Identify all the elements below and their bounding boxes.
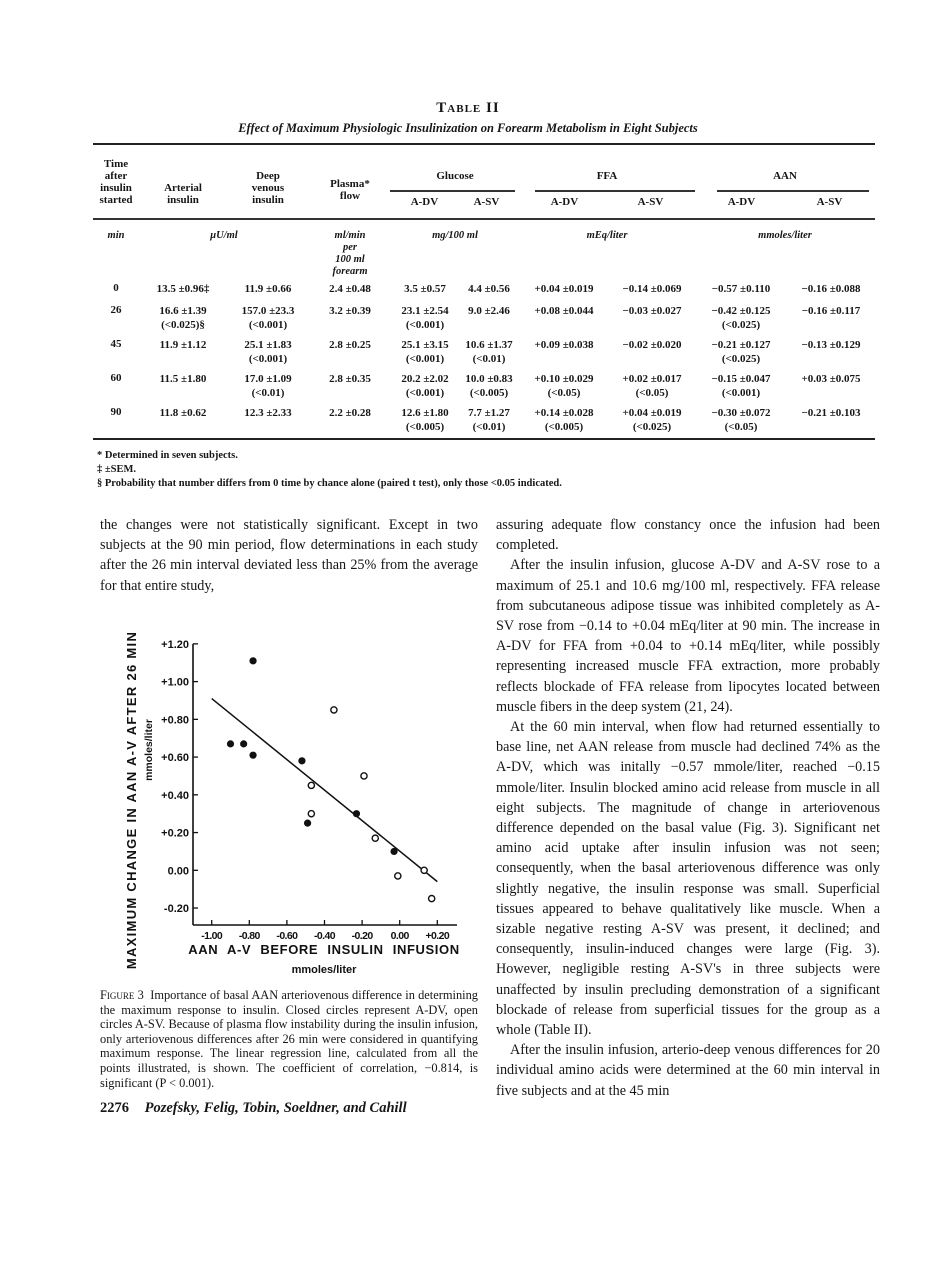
cell-a_asv <box>787 406 875 440</box>
p-value: (<0.001) <box>405 319 445 331</box>
cell-a_asv <box>787 282 875 304</box>
cell-f_adv <box>519 406 609 440</box>
cell-art <box>139 338 227 372</box>
open-circle-point-asv <box>395 873 401 879</box>
p-value: (<0.005) <box>544 421 584 433</box>
cell-flow: 2.4 ±0.48 <box>329 283 371 295</box>
figure-caption-text: Importance of basal AAN arteriovenous difference in determining the maximum response to insulin. Closed circles represent A-DV, open circles A-SV. Because of plasma flow instability during the insulin infusion, only arteriovenous differences after 26 min were considered in quantifying maximum response. The linear regression line, calculated from all the points illustrated, is shown. The coefficient of correlation, −0.814, is significant (P < 0.001). <box>100 988 478 1090</box>
mean-sem: 9.0 ±2.46 <box>468 305 510 317</box>
open-circle-point-asv <box>331 707 337 713</box>
cell-f_adv <box>519 304 609 338</box>
mean-sem: 16.6 ±1.39 <box>159 305 207 317</box>
x-axis-title: AAN A-V BEFORE INSULIN INFUSION <box>188 942 460 957</box>
cell-time: 45 <box>110 338 122 350</box>
closed-circle-point-adv <box>249 657 256 664</box>
cell-a_asv <box>787 304 875 338</box>
mean-sem: +0.04 ±0.019 <box>622 407 682 419</box>
mean-sem: −0.16 ±0.088 <box>801 283 861 295</box>
mean-sem: 7.7 ±1.27 <box>468 407 510 419</box>
cell-art <box>139 406 227 440</box>
p-value: (<0.001) <box>248 319 288 331</box>
cell-time: 90 <box>110 406 122 418</box>
closed-circle-point-adv <box>298 757 305 764</box>
x-tick-label: +0.20 <box>425 930 450 942</box>
p-value: (<0.05) <box>635 387 669 399</box>
mean-sem: −0.15 ±0.047 <box>711 373 771 385</box>
mean-sem: 11.8 ±0.62 <box>159 407 207 419</box>
p-value: (<0.001) <box>248 353 288 365</box>
mean-sem: 20.2 ±2.02 <box>401 373 449 385</box>
mean-sem: 11.9 ±1.12 <box>159 339 207 351</box>
cell-art <box>139 304 227 338</box>
y-axis-unit: mmoles/liter <box>143 719 155 781</box>
p-value: (<0.05) <box>547 387 581 399</box>
y-tick-label: +0.60 <box>161 752 189 765</box>
header-aan: AAN A-DV A-SV <box>727 170 843 208</box>
x-tick-label: -0.20 <box>351 930 373 942</box>
cell-deep <box>227 304 309 338</box>
footnote-2: ‡ ±SEM. <box>97 464 137 475</box>
p-value: (<0.05) <box>724 421 758 433</box>
open-circle-point-asv <box>361 773 367 779</box>
figure-label: Figure 3 <box>100 988 144 1002</box>
mean-sem: +0.14 ±0.028 <box>534 407 594 419</box>
paragraph: assuring adequate flow constancy once the infusion had been completed. <box>496 517 880 554</box>
page-footer <box>100 1100 407 1117</box>
footnote-3: § Probability that number differs from 0 time by chance alone (paired t test), only those <0.05 indicated. <box>97 478 562 489</box>
table-row <box>93 338 875 372</box>
header-ffa: FFA A-DV A-SV <box>550 170 664 208</box>
cell-g_asv <box>459 304 519 338</box>
cell-g_asv <box>459 282 519 304</box>
mean-sem: +0.04 ±0.019 <box>534 283 594 295</box>
mean-sem: +0.10 ±0.029 <box>534 373 594 385</box>
header-arterial: Arterial insulin <box>164 182 202 206</box>
left-column-text <box>100 515 478 596</box>
cell-g_adv <box>391 304 459 338</box>
cell-deep <box>227 406 309 440</box>
cell-g_adv <box>391 406 459 440</box>
header-plasma: Plasma* flow <box>330 178 370 202</box>
mean-sem: −0.42 ±0.125 <box>711 305 771 317</box>
right-column-text <box>496 515 880 1101</box>
p-value: (<0.025) <box>721 319 761 331</box>
cell-f_asv <box>609 282 695 304</box>
mean-sem: 25.1 ±1.83 <box>244 339 292 351</box>
cell-g_adv <box>391 282 459 304</box>
cell-f_asv <box>609 304 695 338</box>
closed-circle-point-adv <box>227 740 234 747</box>
p-value: (<0.025)§ <box>161 319 205 331</box>
table-row <box>93 406 875 440</box>
paragraph: At the 60 min interval, when flow had returned essentially to base line, net AAN release from muscle had declined 74% as the A-DV, which was initally −0.57 mmole/liter, reached −0.15 mmole/liter. Insulin blocked amino acid release from muscle in all eight subjects. The magnitude of change in arteriovenous difference depended on the basal value (Fig. 3). Significant net amino acid uptake after insulin infusion was not seen; consequently, when the basal arteriovenous difference was only slightly negative, the insulin response was small. Superficial tissues appeared to behave qualitatively like muscle. When a sizable negative resting A-SV was present, it declined; and consequently, insulin-induced changes were large (Fig. 3). However, negligible resting A-SV's in three subjects were unaffected by insulin precluding demonstration of a significant blockade of release from superficial tissues for the group as a whole (Table II). <box>496 719 880 1039</box>
table-top-rule <box>93 143 875 145</box>
cell-f_adv <box>519 338 609 372</box>
mean-sem: 11.5 ±1.80 <box>159 373 207 385</box>
mean-sem: 23.1 ±2.54 <box>401 305 449 317</box>
mean-sem: 11.9 ±0.66 <box>244 283 292 295</box>
p-value: (<0.01) <box>251 387 285 399</box>
mean-sem: −0.16 ±0.117 <box>801 305 861 317</box>
mean-sem: −0.30 ±0.072 <box>711 407 771 419</box>
unit-time: min <box>107 230 125 241</box>
table-row <box>93 372 875 406</box>
cell-flow: 3.2 ±0.39 <box>329 305 371 317</box>
y-tick-label: 0.00 <box>167 865 189 878</box>
y-axis-title: MAXIMUM CHANGE IN AAN A-V AFTER 26 MIN <box>124 630 139 970</box>
units-row <box>93 220 875 282</box>
mean-sem: 12.3 ±2.33 <box>244 407 292 419</box>
mean-sem: 4.4 ±0.56 <box>468 283 510 295</box>
x-tick-label: -0.80 <box>238 930 260 942</box>
paragraph: After the insulin infusion, arterio-deep venous differences for 20 individual amino acids were determined at the 60 min interval in five subjects and at the 45 min <box>496 1042 880 1099</box>
p-value: (<0.001) <box>721 387 761 399</box>
open-circle-point-asv <box>421 867 427 873</box>
x-tick-label: -0.60 <box>276 930 298 942</box>
cell-time: 0 <box>113 282 119 294</box>
unit-insulin: μU/ml <box>210 230 238 241</box>
closed-circle-point-adv <box>304 820 311 827</box>
mean-sem: −0.21 ±0.103 <box>801 407 861 419</box>
y-tick-label: -0.20 <box>163 903 189 916</box>
table-caption: Effect of Maximum Physiologic Insulinization on Forearm Metabolism in Eight Subjects <box>238 121 698 135</box>
y-tick-label: +1.20 <box>161 638 189 651</box>
header-glucose: Glucose A-DV A-SV <box>410 170 500 208</box>
mean-sem: 10.0 ±0.83 <box>465 373 513 385</box>
cell-g_adv <box>391 372 459 406</box>
cell-a_adv <box>695 406 787 440</box>
mean-sem: 17.0 ±1.09 <box>244 373 292 385</box>
mean-sem: +0.03 ±0.075 <box>801 373 861 385</box>
header-row <box>93 146 875 220</box>
cell-g_asv <box>459 406 519 440</box>
table-title: Table II <box>436 100 500 116</box>
cell-g_asv <box>459 372 519 406</box>
cell-flow: 2.8 ±0.25 <box>329 339 371 351</box>
open-circle-point-asv <box>372 835 378 841</box>
data-table <box>93 146 875 440</box>
x-tick-label: -1.00 <box>201 930 223 942</box>
cell-a_adv <box>695 372 787 406</box>
running-authors: Pozefsky, Felig, Tobin, Soeldner, and Cahill <box>144 1100 407 1116</box>
cell-time: 60 <box>110 372 122 384</box>
cell-g_adv <box>391 338 459 372</box>
mean-sem: −0.03 ±0.027 <box>622 305 682 317</box>
unit-ffa: mEq/liter <box>586 230 628 241</box>
cell-a_asv <box>787 338 875 372</box>
y-tick-label: +0.20 <box>161 827 189 840</box>
open-circle-point-asv <box>308 811 314 817</box>
mean-sem: −0.14 ±0.069 <box>622 283 682 295</box>
mean-sem: 157.0 ±23.3 <box>241 305 295 317</box>
y-tick-label: +1.00 <box>161 676 189 689</box>
closed-circle-point-adv <box>353 810 360 817</box>
cell-flow: 2.8 ±0.35 <box>329 373 371 385</box>
cell-deep <box>227 338 309 372</box>
mean-sem: −0.13 ±0.129 <box>801 339 861 351</box>
cell-f_asv <box>609 372 695 406</box>
cell-a_adv <box>695 338 787 372</box>
p-value: (<0.025) <box>632 421 672 433</box>
table-row <box>93 304 875 338</box>
closed-circle-point-adv <box>249 752 256 759</box>
table-row <box>93 282 875 304</box>
unit-glucose: mg/100 ml <box>432 230 478 241</box>
open-circle-point-asv <box>308 782 314 788</box>
cell-f_asv <box>609 406 695 440</box>
mean-sem: −0.57 ±0.110 <box>711 283 771 295</box>
header-time: Time after insulin started <box>99 158 133 206</box>
cell-a_adv <box>695 282 787 304</box>
p-value: (<0.001) <box>405 353 445 365</box>
cell-art <box>139 372 227 406</box>
regression-line <box>212 699 438 882</box>
cell-f_asv <box>609 338 695 372</box>
p-value: (<0.005) <box>405 421 445 433</box>
cell-art <box>139 282 227 304</box>
cell-f_adv <box>519 372 609 406</box>
closed-circle-point-adv <box>390 848 397 855</box>
cell-f_adv <box>519 282 609 304</box>
y-tick-label: +0.80 <box>161 714 189 727</box>
mean-sem: +0.09 ±0.038 <box>534 339 594 351</box>
open-circle-point-asv <box>429 896 435 902</box>
x-tick-label: 0.00 <box>390 930 409 942</box>
mean-sem: 13.5 ±0.96‡ <box>156 283 210 295</box>
cell-time: 26 <box>110 304 122 316</box>
p-value: (<0.025) <box>721 353 761 365</box>
closed-circle-point-adv <box>240 740 247 747</box>
p-value: (<0.01) <box>472 353 506 365</box>
paragraph: After the insulin infusion, glucose A-DV and A-SV rose to a maximum of 25.1 and 10.6 mg/100 ml, respectively. FFA release from subcutaneous adipose tissue was inhibited completely as A-SV rose from −0.14 to +0.04 mEq/liter at 90 min. The increase in A-DV for FFA from +0.04 to +0.14 mEq/liter, while possibly representing increased muscle FFA extraction, more probably reflects blockade of FFA release from lipocytes located between muscle fibers in the deep system (21, 24). <box>496 557 880 715</box>
x-tick-label: -0.40 <box>314 930 335 942</box>
paragraph: the changes were not statistically significant. Except in two subjects at the 90 min period, flow determinations in each study after the 26 min interval deviated less than 25% from the average for that entire study, <box>100 517 478 594</box>
mean-sem: 25.1 ±3.15 <box>401 339 449 351</box>
x-axis-unit: mmoles/liter <box>291 964 357 976</box>
p-value: (<0.01) <box>472 421 506 433</box>
mean-sem: −0.21 ±0.127 <box>711 339 771 351</box>
header-deep: Deep venous insulin <box>251 170 285 206</box>
cell-a_adv <box>695 304 787 338</box>
figure-caption <box>100 988 478 1090</box>
p-value: (<0.005) <box>469 387 509 399</box>
footnote-1: * Determined in seven subjects. <box>97 450 238 461</box>
mean-sem: 10.6 ±1.37 <box>465 339 513 351</box>
mean-sem: +0.08 ±0.044 <box>534 305 594 317</box>
cell-a_asv <box>787 372 875 406</box>
page-number: 2276 <box>100 1100 129 1116</box>
unit-aan: mmoles/liter <box>758 230 812 241</box>
cell-flow: 2.2 ±0.28 <box>329 407 371 419</box>
unit-flow: ml/min per 100 ml forearm <box>332 230 368 277</box>
mean-sem: 12.6 ±1.80 <box>401 407 449 419</box>
mean-sem: +0.02 ±0.017 <box>622 373 682 385</box>
cell-deep <box>227 282 309 304</box>
p-value: (<0.001) <box>405 387 445 399</box>
cell-deep <box>227 372 309 406</box>
mean-sem: −0.02 ±0.020 <box>622 339 682 351</box>
figure-3-scatter-chart <box>100 620 480 985</box>
cell-g_asv <box>459 338 519 372</box>
y-tick-label: +0.40 <box>161 789 189 802</box>
mean-sem: 3.5 ±0.57 <box>404 283 446 295</box>
